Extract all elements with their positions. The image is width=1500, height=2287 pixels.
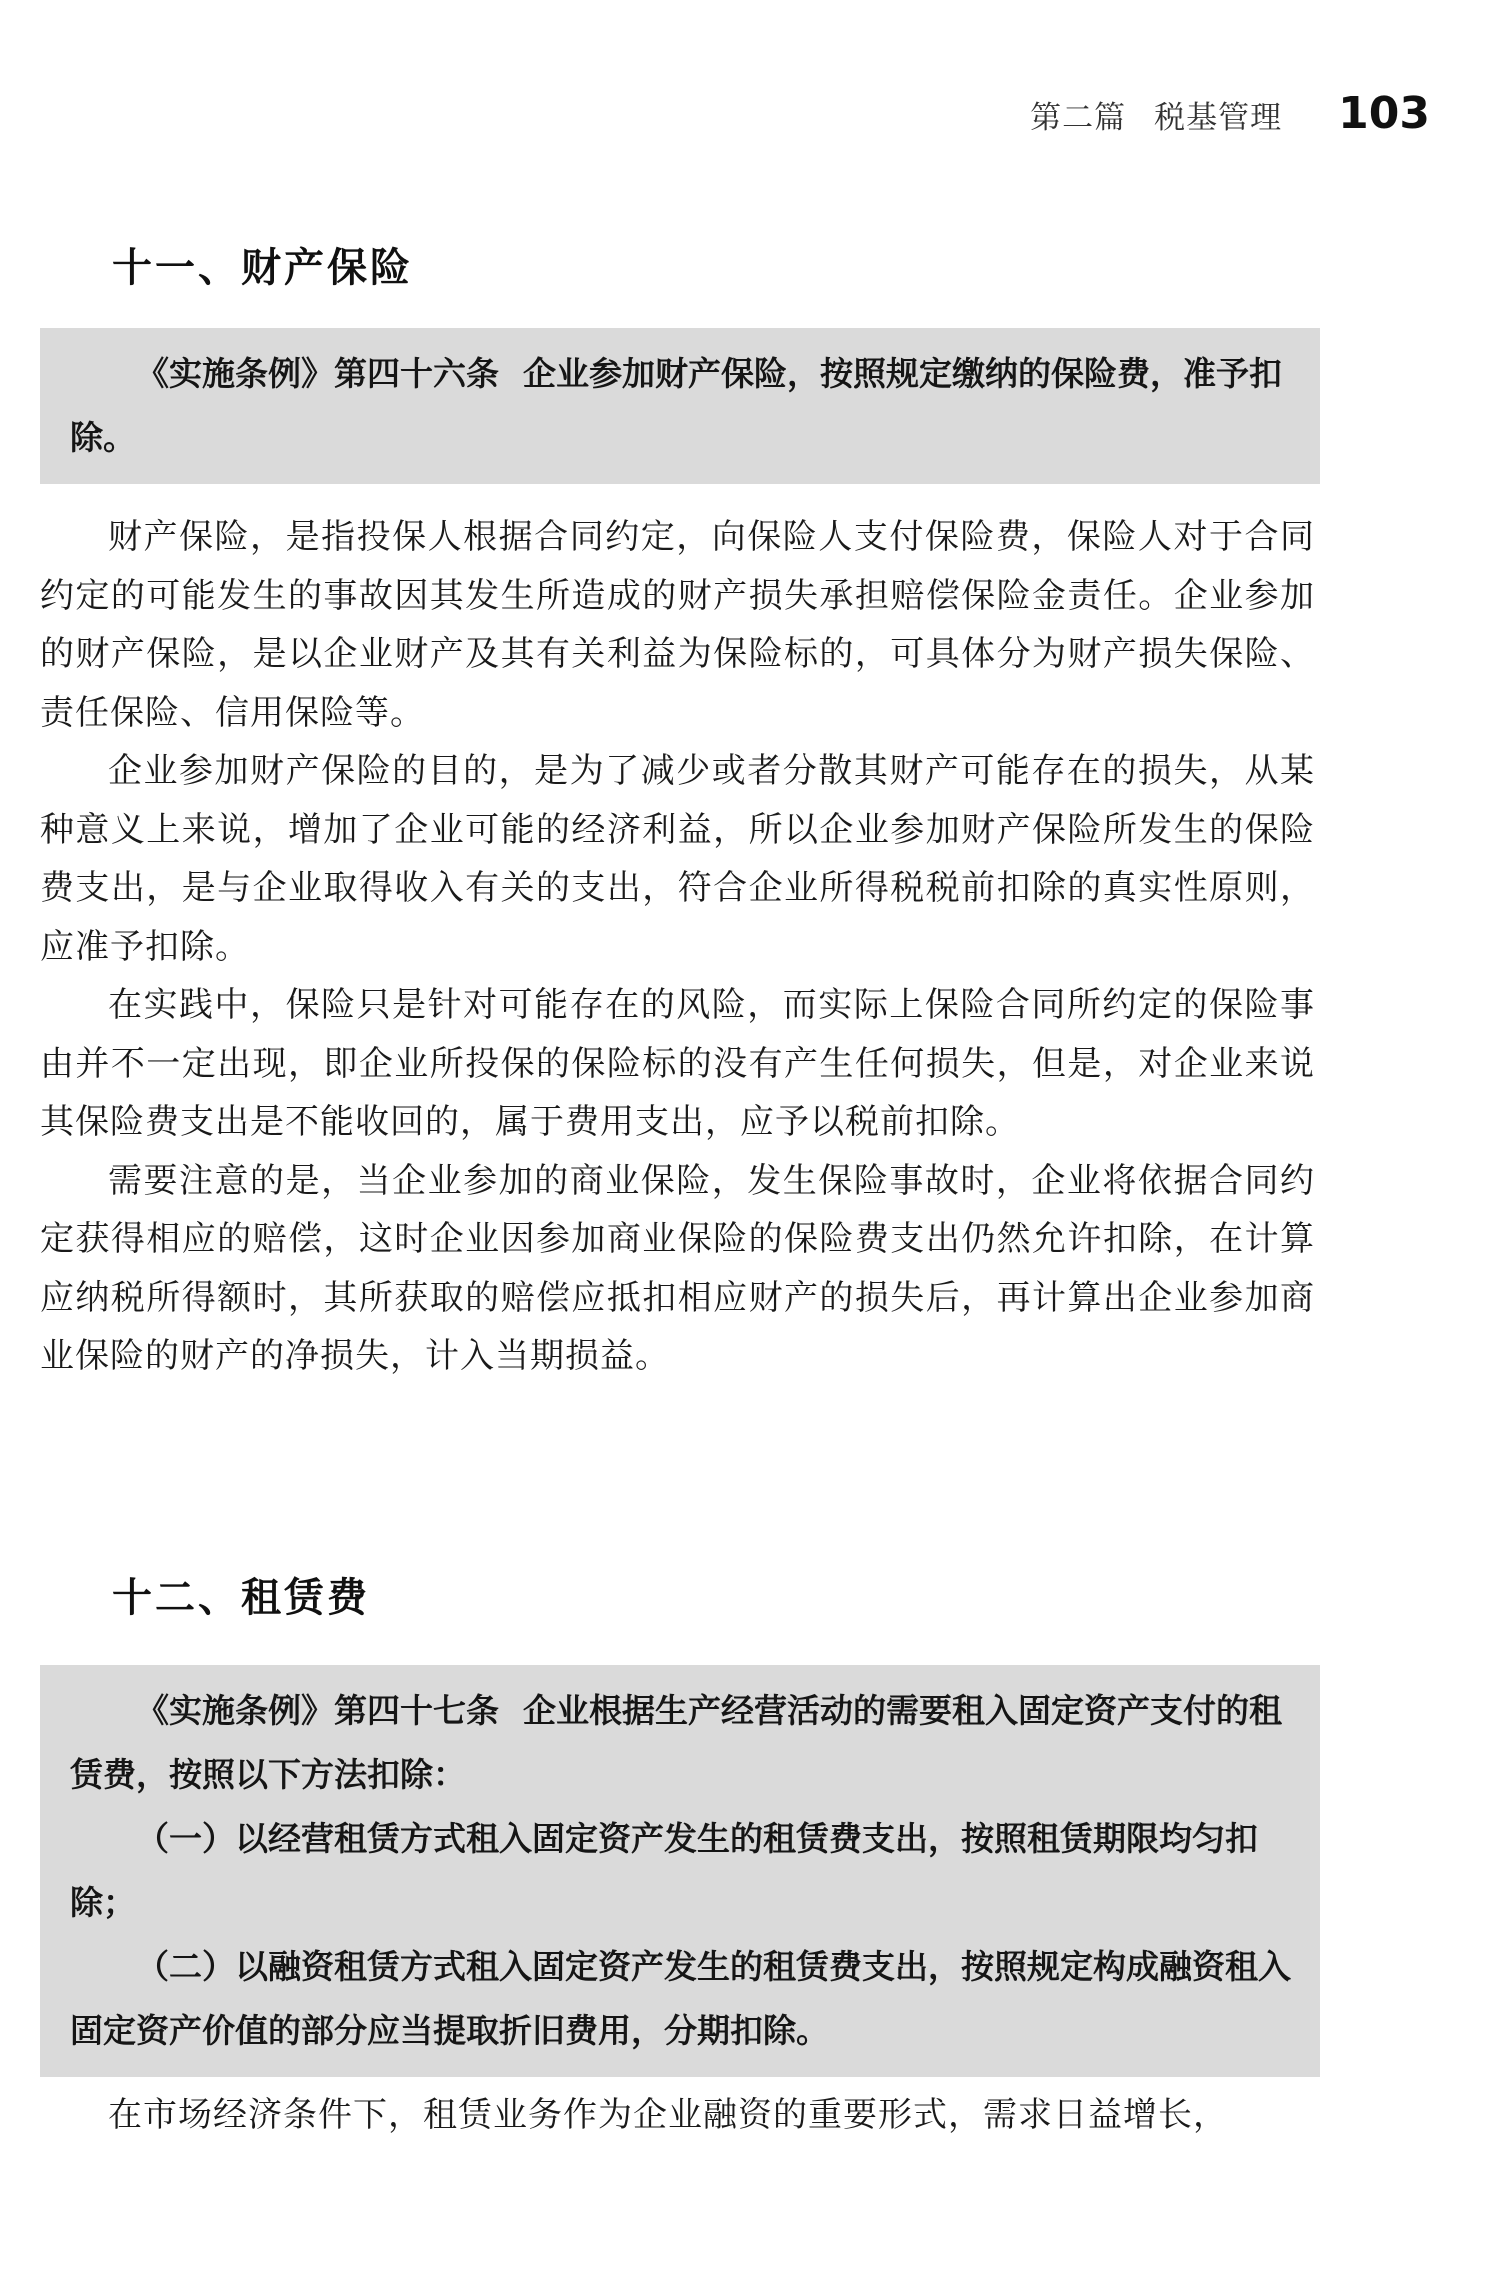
- body-paragraph: 在实践中，保险只是针对可能存在的风险，而实际上保险合同所约定的保险事由并不一定出现，即企业所投保的保险标的没有产生任何损失，但是，对企业来说其保险费支出是不能收回的，属于费用支出，应予以税前扣除。: [40, 985, 1315, 1142]
- page-number: 103: [1338, 88, 1430, 139]
- quote-text: 企业根据生产经营活动的需要租入固定资产支付的租赁费，按照以下方法扣除：: [70, 1691, 1282, 1794]
- quote-item: （二）以融资租赁方式租入固定资产发生的租赁费支出，按照规定构成融资租入固定资产价值的部分应当提取折旧费用，分期扣除。: [70, 1947, 1291, 2050]
- running-header: [1030, 88, 1430, 139]
- quote-reference: 《实施条例》第四十六条: [136, 354, 499, 393]
- quote-paragraph: [70, 1679, 1298, 1807]
- body-paragraph: 需要注意的是，当企业参加的商业保险，发生保险事故时，企业将依据合同约定获得相应的赔偿，这时企业因参加商业保险的保险费支出仍然允许扣除，在计算应纳税所得额时，其所获取的赔偿应抵扣相应财产的损失后，再计算出企业参加商业保险的财产的净损失，计入当期损益。: [40, 1160, 1315, 1376]
- section1-body: [40, 508, 1315, 1386]
- section-heading-property-insurance: 十一、财产保险: [112, 245, 413, 291]
- regulation-quote-article-47: [40, 1665, 1320, 2077]
- body-paragraph: 财产保险，是指投保人根据合同约定，向保险人支付保险费，保险人对于合同约定的可能发生的事故因其发生所造成的财产损失承担赔偿保险金责任。企业参加的财产保险，是以企业财产及其有关利益为保险标的，可具体分为财产损失保险、责任保险、信用保险等。: [40, 517, 1315, 733]
- quote-reference: 《实施条例》第四十七条: [136, 1691, 499, 1730]
- header-section-label: 税基管理: [1154, 100, 1283, 136]
- header-part-label: 第二篇: [1030, 100, 1127, 136]
- regulation-quote-article-46: [40, 328, 1320, 484]
- section-heading-lease-fees: 十二、租赁费: [112, 1575, 370, 1621]
- body-paragraph: 在市场经济条件下，租赁业务作为企业融资的重要形式，需求日益增长，: [108, 2095, 1228, 2135]
- quote-item: （一）以经营租赁方式租入固定资产发生的租赁费支出，按照租赁期限均匀扣除；: [70, 1819, 1258, 1922]
- body-paragraph: 企业参加财产保险的目的，是为了减少或者分散其财产可能存在的损失，从某种意义上来说，增加了企业可能的经济利益，所以企业参加财产保险所发生的保险费支出，是与企业取得收入有关的支出，符合企业所得税税前扣除的真实性原则，应准予扣除。: [40, 751, 1315, 967]
- quote-text: 企业参加财产保险，按照规定缴纳的保险费，准予扣除。: [70, 354, 1282, 457]
- quote-paragraph: [70, 342, 1298, 470]
- section2-body: [40, 2086, 1315, 2145]
